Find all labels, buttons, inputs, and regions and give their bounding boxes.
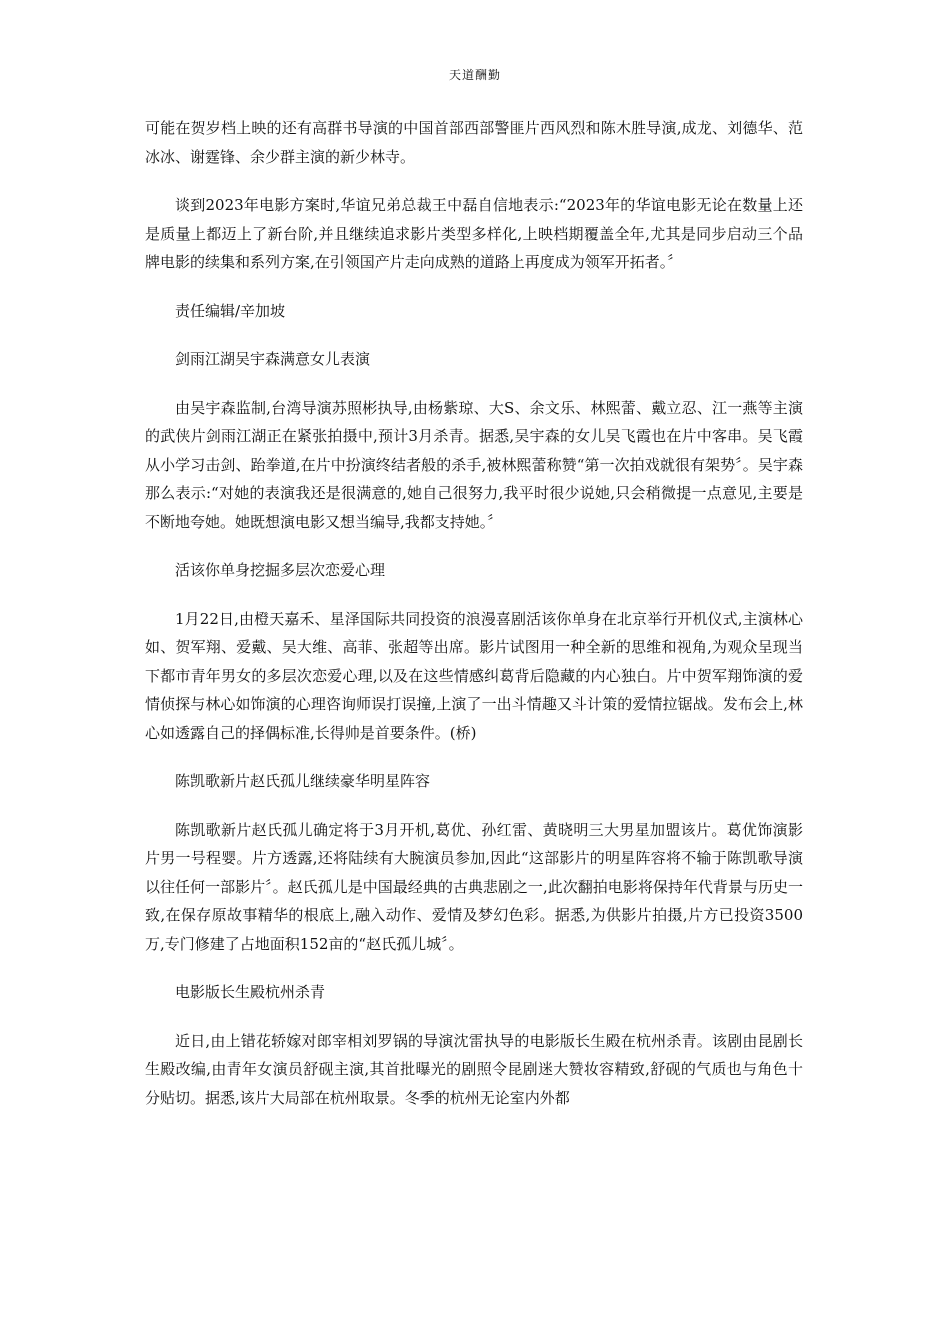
paragraph: 由吴宇森监制,台湾导演苏照彬执导,由杨紫琼、大S、余文乐、林熙蕾、戴立忍、江一燕等主演的武侠片剑雨江湖正在紧张拍摄中,预计3月杀青。据悉,吴宇森的女儿吴飞霞也在片中客串。吴飞霞从小学习击剑、跆拳道,在片中扮演终结者般的杀手,被林熙蕾称赞“第一次拍戏就很有架势〞。吴宇森那么表示:“对她的表演我还是很满意的,她自己很努力,我平时很少说她,只会稍微提一点意见,主要是不断地夸她。她既想演电影又想当编导,我都支持她。〞 bbox=[145, 398, 803, 531]
section-heading: 电影版长生殿杭州杀青 bbox=[175, 983, 326, 1001]
paragraph: 谈到2023年电影方案时,华谊兄弟总裁王中磊自信地表示:“2023年的华谊电影无论在数量上还是质量上都迈上了新台阶,并且继续追求影片类型多样化,上映档期覆盖全年,尤其是同步启动三个品牌电影的续集和系列方案,在引领国产片走向成熟的道路上再度成为领军开拓者。〞 bbox=[145, 196, 803, 271]
section-heading: 剑雨江湖吴宇森满意女儿表演 bbox=[175, 350, 371, 368]
article-body bbox=[145, 114, 803, 1132]
section-heading: 陈凯歌新片赵氏孤儿继续豪华明星阵容 bbox=[175, 772, 431, 790]
paragraph: 陈凯歌新片赵氏孤儿确定将于3月开机,葛优、孙红雷、黄晓明三大男星加盟该片。葛优饰演影片男一号程婴。片方透露,还将陆续有大腕演员参加,因此“这部影片的明星阵容将不输于陈凯歌导演以往任何一部影片〞。赵氏孤儿是中国最经典的古典悲剧之一,此次翻拍电影将保持年代背景与历史一致,在保存原故事精华的根底上,融入动作、爱情及梦幻色彩。据悉,为供影片拍摄,片方已投资3500万,专门修建了占地面积152亩的“赵氏孤儿城〞。 bbox=[145, 820, 803, 953]
editor-credit: 责任编辑/辛加坡 bbox=[175, 301, 286, 320]
paragraph: 1月22日,由橙天嘉禾、星泽国际共同投资的浪漫喜剧活该你单身在北京举行开机仪式,主演林心如、贺军翔、爱戴、吴大维、高菲、张超等出席。影片试图用一种全新的思维和视角,为观众呈现当下都市青年男女的多层次恋爱心理,以及在这些情感纠葛背后隐藏的内心独白。片中贺军翔饰演的爱情侦探与林心如饰演的心理咨询师误打误撞,上演了一出斗情趣又斗计策的爱情拉锯战。发布会上,林心如透露自己的择偶标准,长得帅是首要条件。(桥) bbox=[145, 609, 803, 742]
paragraph: 近日,由上错花轿嫁对郎宰相刘罗锅的导演沈雷执导的电影版长生殿在杭州杀青。该剧由昆剧长生殿改编,由青年女演员舒砚主演,其首批曝光的剧照令昆剧迷大赞妆容精致,舒砚的气质也与角色十分贴切。据悉,该片大局部在杭州取景。冬季的杭州无论室内外都 bbox=[145, 1031, 803, 1107]
section-heading: 活该你单身挖掘多层次恋爱心理 bbox=[175, 561, 386, 579]
paragraph: 可能在贺岁档上映的还有高群书导演的中国首部西部警匪片西风烈和陈木胜导演,成龙、刘德华、范冰冰、谢霆锋、余少群主演的新少林寺。 bbox=[145, 119, 803, 166]
page-header: 天道酬勤 bbox=[448, 68, 501, 82]
